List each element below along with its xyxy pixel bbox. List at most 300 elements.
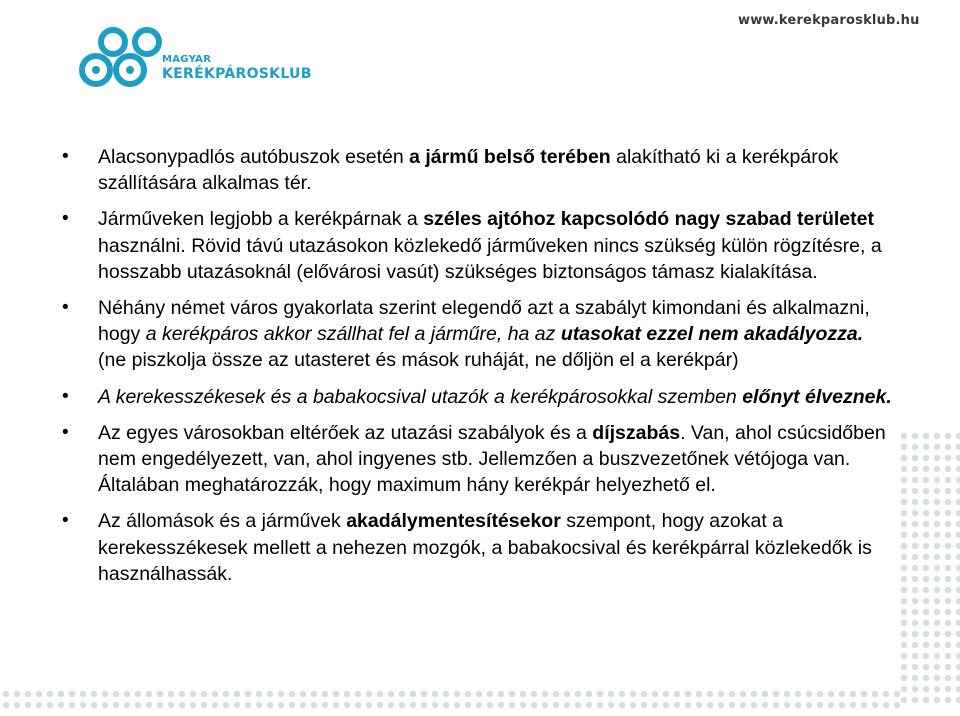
pattern-dot <box>14 691 20 697</box>
pattern-dot <box>861 702 867 708</box>
pattern-dot <box>934 510 940 516</box>
bullet-emphasis: széles ajtóhoz kapcsolódó nagy szabad területet <box>423 208 874 231</box>
pattern-dot <box>956 554 960 560</box>
pattern-dot <box>443 702 449 708</box>
pattern-dot <box>355 691 361 697</box>
pattern-dot <box>934 642 940 648</box>
pattern-dot <box>923 477 929 483</box>
pattern-dot <box>432 691 438 697</box>
pattern-dot <box>945 609 951 615</box>
pattern-dot <box>912 543 918 549</box>
pattern-dot <box>718 702 724 708</box>
pattern-dot <box>956 444 960 450</box>
pattern-dot <box>945 587 951 593</box>
pattern-dot <box>3 691 9 697</box>
pattern-dot <box>912 554 918 560</box>
pattern-dot <box>465 691 471 697</box>
pattern-dot <box>945 455 951 461</box>
pattern-dot <box>47 691 53 697</box>
pattern-dot <box>311 691 317 697</box>
pattern-dot <box>377 691 383 697</box>
pattern-dot <box>322 691 328 697</box>
pattern-dot <box>663 691 669 697</box>
pattern-dot <box>956 598 960 604</box>
pattern-dot <box>69 691 75 697</box>
pattern-dot <box>817 702 823 708</box>
pattern-dot <box>934 477 940 483</box>
pattern-dot <box>784 702 790 708</box>
pattern-dot <box>630 691 636 697</box>
pattern-dot <box>267 691 273 697</box>
pattern-dot <box>36 691 42 697</box>
pattern-dot <box>923 664 929 670</box>
pattern-dot <box>476 702 482 708</box>
pattern-dot <box>872 691 878 697</box>
pattern-dot <box>901 609 907 615</box>
pattern-dot <box>912 642 918 648</box>
pattern-dot <box>912 587 918 593</box>
pattern-dot <box>685 691 691 697</box>
pattern-dot <box>839 691 845 697</box>
pattern-dot <box>773 702 779 708</box>
pattern-dot <box>912 675 918 681</box>
pattern-dot <box>520 702 526 708</box>
pattern-dot <box>190 691 196 697</box>
pattern-dot <box>883 691 889 697</box>
pattern-dot <box>901 543 907 549</box>
pattern-dot <box>883 702 889 708</box>
pattern-dot <box>14 702 20 708</box>
pattern-dot <box>956 488 960 494</box>
pattern-dot <box>956 499 960 505</box>
pattern-dot <box>641 691 647 697</box>
pattern-dot <box>542 702 548 708</box>
pattern-dot <box>333 702 339 708</box>
pattern-dot <box>912 521 918 527</box>
pattern-dot <box>630 702 636 708</box>
pattern-dot <box>912 576 918 582</box>
pattern-dot <box>267 702 273 708</box>
pattern-dot <box>945 675 951 681</box>
bullet-text: alakítható ki a kerékpárok szállítására alkalmas tér. <box>98 146 839 195</box>
pattern-dot <box>945 477 951 483</box>
pattern-dot <box>124 691 130 697</box>
pattern-dot <box>901 642 907 648</box>
decorative-dot-pattern-bottom <box>0 688 960 716</box>
pattern-dot <box>762 702 768 708</box>
pattern-dot <box>945 499 951 505</box>
pattern-dot <box>945 664 951 670</box>
pattern-dot <box>901 532 907 538</box>
pattern-dot <box>923 598 929 604</box>
pattern-dot <box>113 691 119 697</box>
pattern-dot <box>432 702 438 708</box>
pattern-dot <box>201 702 207 708</box>
pattern-dot <box>344 702 350 708</box>
pattern-dot <box>956 587 960 593</box>
pattern-dot <box>531 702 537 708</box>
bullet-italic: A kerekesszékesek és a babakocsival utazók a kerékpárosokkal szemben <box>98 385 743 408</box>
pattern-dot <box>751 691 757 697</box>
pattern-dot <box>685 702 691 708</box>
pattern-dot <box>912 455 918 461</box>
pattern-dot <box>366 691 372 697</box>
pattern-dot <box>923 642 929 648</box>
pattern-dot <box>934 675 940 681</box>
pattern-dot <box>399 702 405 708</box>
pattern-dot <box>454 691 460 697</box>
pattern-dot <box>597 691 603 697</box>
pattern-dot <box>945 532 951 538</box>
pattern-dot <box>729 702 735 708</box>
pattern-dot <box>410 691 416 697</box>
pattern-dot <box>901 631 907 637</box>
pattern-dot <box>641 702 647 708</box>
pattern-dot <box>956 609 960 615</box>
bullet-text: szempont, hogy azokat a kerekesszékesek mellett a nehezen mozgók, a babakocsival és kerékpárral közlekedők is használhassák. <box>98 510 872 585</box>
pattern-dot <box>934 598 940 604</box>
brand-logo[interactable] <box>72 22 332 102</box>
pattern-dot <box>934 653 940 659</box>
pattern-dot <box>901 565 907 571</box>
pattern-dot <box>894 691 900 697</box>
pattern-dot <box>912 620 918 626</box>
pattern-dot <box>934 466 940 472</box>
pattern-dot <box>945 642 951 648</box>
pattern-dot <box>223 691 229 697</box>
pattern-dot <box>751 702 757 708</box>
pattern-dot <box>157 702 163 708</box>
pattern-dot <box>806 691 812 697</box>
bullet-item-2 <box>62 206 892 285</box>
pattern-dot <box>806 702 812 708</box>
pattern-dot <box>956 620 960 626</box>
pattern-dot <box>912 609 918 615</box>
pattern-dot <box>923 499 929 505</box>
pattern-dot <box>945 653 951 659</box>
pattern-dot <box>912 598 918 604</box>
pattern-dot <box>956 576 960 582</box>
pattern-dot <box>168 702 174 708</box>
pattern-dot <box>740 691 746 697</box>
website-url[interactable]: www.kerekparosklub.hu <box>738 13 920 28</box>
pattern-dot <box>498 702 504 708</box>
pattern-dot <box>58 702 64 708</box>
pattern-dot <box>912 477 918 483</box>
pattern-dot <box>91 691 97 697</box>
pattern-dot <box>901 433 907 439</box>
pattern-dot <box>912 631 918 637</box>
pattern-dot <box>344 691 350 697</box>
pattern-dot <box>421 702 427 708</box>
pattern-dot <box>619 702 625 708</box>
pattern-dot <box>212 691 218 697</box>
pattern-dot <box>201 691 207 697</box>
pattern-dot <box>509 702 515 708</box>
pattern-dot <box>912 565 918 571</box>
pattern-dot <box>300 702 306 708</box>
pattern-dot <box>476 691 482 697</box>
pattern-dot <box>934 488 940 494</box>
pattern-dot <box>923 675 929 681</box>
pattern-dot <box>923 653 929 659</box>
pattern-dot <box>707 702 713 708</box>
pattern-dot <box>179 691 185 697</box>
pattern-dot <box>912 510 918 516</box>
pattern-dot <box>80 691 86 697</box>
pattern-dot <box>912 532 918 538</box>
pattern-dot <box>366 702 372 708</box>
pattern-dot <box>25 702 31 708</box>
pattern-dot <box>234 691 240 697</box>
pattern-dot <box>923 565 929 571</box>
pattern-dot <box>923 488 929 494</box>
pattern-dot <box>25 691 31 697</box>
bullet-text: . Van, ahol csúcsidőben nem engedélyezett, van, ahol ingyenes stb. Jellemzően a buszvezetőnek vétójoga van. Általában meghatározzák, hogy maximum hány kerékpár helyezhető el. <box>98 421 886 497</box>
pattern-dot <box>102 691 108 697</box>
pattern-dot <box>945 631 951 637</box>
pattern-dot <box>278 691 284 697</box>
pattern-dot <box>934 576 940 582</box>
pattern-dot <box>47 702 53 708</box>
pattern-dot <box>322 702 328 708</box>
pattern-dot <box>652 691 658 697</box>
pattern-dot <box>956 510 960 516</box>
pattern-dot <box>956 455 960 461</box>
pattern-dot <box>729 691 735 697</box>
pattern-dot <box>945 576 951 582</box>
pattern-dot <box>934 554 940 560</box>
pattern-dot <box>923 631 929 637</box>
pattern-dot <box>901 576 907 582</box>
pattern-dot <box>608 691 614 697</box>
pattern-dot <box>245 702 251 708</box>
pattern-dot <box>923 609 929 615</box>
pattern-dot <box>945 521 951 527</box>
pattern-dot <box>934 631 940 637</box>
pattern-dot <box>542 691 548 697</box>
pattern-dot <box>934 455 940 461</box>
pattern-dot <box>102 702 108 708</box>
pattern-dot <box>912 664 918 670</box>
pattern-dot <box>135 702 141 708</box>
pattern-dot <box>520 691 526 697</box>
pattern-dot <box>168 691 174 697</box>
pattern-dot <box>923 444 929 450</box>
pattern-dot <box>663 702 669 708</box>
pattern-dot <box>740 702 746 708</box>
pattern-dot <box>828 702 834 708</box>
pattern-dot <box>923 576 929 582</box>
pattern-dot <box>934 587 940 593</box>
bullet-italic: a kerékpáros akkor szállhat fel a járműre, ha az <box>145 323 561 346</box>
pattern-dot <box>934 543 940 549</box>
pattern-dot <box>619 691 625 697</box>
pattern-dot <box>817 691 823 697</box>
pattern-dot <box>934 565 940 571</box>
bullet-text: használni. Rövid távú utazásokon közlekedő járműveken nincs szükség külön rögzítésre, a hosszabb utazásoknál (elővárosi vasút) szükséges biztonságos támasz kialakítása. <box>98 234 882 283</box>
bullet-bold-italic: előnyt élveznek. <box>742 385 892 408</box>
pattern-dot <box>465 702 471 708</box>
pattern-dot <box>179 702 185 708</box>
pattern-dot <box>956 521 960 527</box>
pattern-dot <box>124 702 130 708</box>
bullet-list <box>62 144 892 597</box>
pattern-dot <box>945 466 951 472</box>
pattern-dot <box>762 691 768 697</box>
pattern-dot <box>945 543 951 549</box>
pattern-dot <box>901 499 907 505</box>
bullet-emphasis: a jármű belső terében <box>409 146 611 168</box>
pattern-dot <box>652 702 658 708</box>
pattern-dot <box>912 444 918 450</box>
pattern-dot <box>311 702 317 708</box>
pattern-dot <box>901 620 907 626</box>
pattern-dot <box>901 587 907 593</box>
pattern-dot <box>912 466 918 472</box>
pattern-dot <box>934 444 940 450</box>
pattern-dot <box>945 620 951 626</box>
pattern-dot <box>553 691 559 697</box>
pattern-dot <box>901 521 907 527</box>
pattern-dot <box>901 653 907 659</box>
pattern-dot <box>795 702 801 708</box>
pattern-dot <box>956 477 960 483</box>
bullet-item-1 <box>62 144 892 196</box>
pattern-dot <box>58 691 64 697</box>
pattern-dot <box>575 691 581 697</box>
pattern-dot <box>795 691 801 697</box>
pattern-dot <box>956 675 960 681</box>
pattern-dot <box>157 691 163 697</box>
pattern-dot <box>388 691 394 697</box>
pattern-dot <box>956 642 960 648</box>
pattern-dot <box>718 691 724 697</box>
pattern-dot <box>135 691 141 697</box>
pattern-dot <box>487 691 493 697</box>
pattern-dot <box>901 664 907 670</box>
bullet-item-5 <box>62 420 892 499</box>
pattern-dot <box>850 691 856 697</box>
pattern-dot <box>956 565 960 571</box>
pattern-dot <box>487 702 493 708</box>
pattern-dot <box>608 702 614 708</box>
pattern-dot <box>934 433 940 439</box>
pattern-dot <box>934 664 940 670</box>
pattern-dot <box>901 477 907 483</box>
pattern-dot <box>597 702 603 708</box>
pattern-dot <box>901 675 907 681</box>
bullet-text: Néhány német város gyakorlata szerint elegendő azt a szabályt kimondani és alkalmazni, hogy <box>98 297 870 346</box>
pattern-dot <box>36 702 42 708</box>
pattern-dot <box>945 510 951 516</box>
pattern-dot <box>234 702 240 708</box>
pattern-dot <box>278 702 284 708</box>
pattern-dot <box>256 691 262 697</box>
pattern-dot <box>377 702 383 708</box>
pattern-dot <box>923 532 929 538</box>
pattern-dot <box>674 691 680 697</box>
logo-line-2: KERÉKPÁROSKLUB <box>162 66 312 82</box>
bullet-text: Az egyes városokban eltérőek az utazási szabályok és a <box>98 421 593 444</box>
pattern-dot <box>773 691 779 697</box>
pattern-dot <box>923 521 929 527</box>
pattern-dot <box>828 691 834 697</box>
pattern-dot <box>912 499 918 505</box>
pattern-dot <box>934 521 940 527</box>
pattern-dot <box>586 702 592 708</box>
pattern-dot <box>912 653 918 659</box>
pattern-dot <box>956 631 960 637</box>
bullet-emphasis: akadálymentesítésekor <box>346 510 561 533</box>
pattern-dot <box>945 444 951 450</box>
pattern-dot <box>146 691 152 697</box>
pattern-dot <box>945 554 951 560</box>
pattern-dot <box>674 702 680 708</box>
pattern-dot <box>333 691 339 697</box>
pattern-dot <box>901 554 907 560</box>
pattern-dot <box>289 691 295 697</box>
pattern-dot <box>300 691 306 697</box>
pattern-dot <box>454 702 460 708</box>
pattern-dot <box>564 702 570 708</box>
logo-line-1: MAGYAR <box>162 54 212 65</box>
pattern-dot <box>564 691 570 697</box>
pattern-dot <box>923 455 929 461</box>
pattern-dot <box>861 691 867 697</box>
bullet-bold-italic: utasokat ezzel nem akadályozza. <box>560 323 864 346</box>
pattern-dot <box>399 691 405 697</box>
pattern-dot <box>923 433 929 439</box>
pattern-dot <box>3 702 9 708</box>
bullet-emphasis: díjszabás <box>592 421 681 444</box>
bullet-text: Az állomások és a járművek <box>98 510 347 533</box>
pattern-dot <box>91 702 97 708</box>
pattern-dot <box>223 702 229 708</box>
pattern-dot <box>531 691 537 697</box>
pattern-dot <box>245 691 251 697</box>
pattern-dot <box>113 702 119 708</box>
pattern-dot <box>923 510 929 516</box>
pattern-dot <box>923 587 929 593</box>
pattern-dot <box>934 499 940 505</box>
bullet-text: Járműveken legjobb a kerékpárnak a <box>98 208 424 231</box>
pattern-dot <box>912 433 918 439</box>
pattern-dot <box>912 488 918 494</box>
pattern-dot <box>212 702 218 708</box>
pattern-dot <box>443 691 449 697</box>
pattern-dot <box>355 702 361 708</box>
pattern-dot <box>901 466 907 472</box>
pattern-dot <box>901 455 907 461</box>
pattern-dot <box>956 653 960 659</box>
bullet-item-4 <box>62 384 892 410</box>
pattern-dot <box>956 433 960 439</box>
pattern-dot <box>289 702 295 708</box>
pattern-dot <box>945 598 951 604</box>
pattern-dot <box>509 691 515 697</box>
pattern-dot <box>923 620 929 626</box>
pattern-dot <box>901 598 907 604</box>
pattern-dot <box>945 565 951 571</box>
pattern-dot <box>923 466 929 472</box>
pattern-dot <box>934 609 940 615</box>
pattern-dot <box>923 543 929 549</box>
pattern-dot <box>190 702 196 708</box>
pattern-dot <box>945 433 951 439</box>
pattern-dot <box>901 488 907 494</box>
pattern-dot <box>956 466 960 472</box>
